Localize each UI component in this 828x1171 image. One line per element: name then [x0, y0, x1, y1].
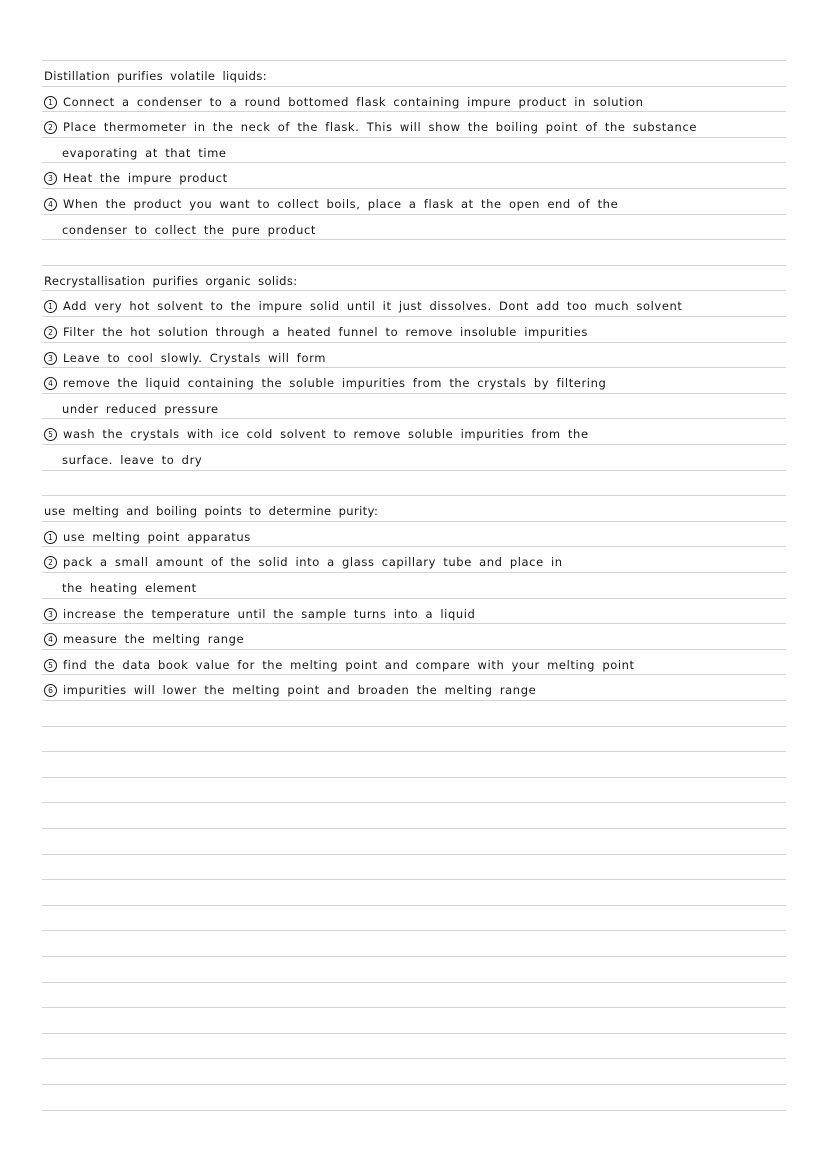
distillation-step-2: 2 Place thermometer in the neck of the flask. This will show the boiling point of the substance	[44, 117, 788, 137]
circled-number-2-icon: 2	[44, 556, 57, 569]
recrystallisation-step-2: 2 Filter the hot solution through a heated funnel to remove insoluble impurities	[44, 322, 788, 342]
recrystallisation-step-4: 4 remove the liquid containing the soluble impurities from the crystals by filtering	[44, 373, 788, 393]
distillation-heading: Distillation purifies volatile liquids:	[44, 69, 267, 83]
ruled-line	[42, 1007, 786, 1008]
ruled-line	[42, 726, 786, 727]
ruled-line	[42, 854, 786, 855]
ruled-line	[42, 879, 786, 880]
ruled-line	[42, 60, 786, 61]
circled-number-1-icon: 1	[44, 96, 57, 109]
circled-number-4-icon: 4	[44, 198, 57, 211]
ruled-line	[42, 905, 786, 906]
ruled-line	[42, 802, 786, 803]
purity-step-1: 1 use melting point apparatus	[44, 527, 788, 547]
ruled-line	[42, 1110, 786, 1111]
ruled-line	[42, 777, 786, 778]
circled-number-2-icon: 2	[44, 326, 57, 339]
circled-number-5-icon: 5	[44, 428, 57, 441]
circled-number-5-icon: 5	[44, 659, 57, 672]
distillation-step-3: 3 Heat the impure product	[44, 168, 788, 188]
distillation-step-2-continued: evaporating at that time	[62, 146, 227, 160]
recrystallisation-step-1: 1 Add very hot solvent to the impure solid until it just dissolves. Dont add too much solvent	[44, 296, 788, 316]
circled-number-1-icon: 1	[44, 531, 57, 544]
circled-number-2-icon: 2	[44, 121, 57, 134]
ruled-line	[42, 956, 786, 957]
recrystallisation-step-5-continued: surface. leave to dry	[62, 453, 203, 467]
recrystallisation-step-4-continued: under reduced pressure	[62, 402, 219, 416]
purity-heading: use melting and boiling points to determine purity:	[44, 504, 379, 518]
purity-step-3: 3 increase the temperature until the sample turns into a liquid	[44, 604, 788, 624]
ruled-line	[42, 495, 786, 496]
purity-step-4: 4 measure the melting range	[44, 629, 788, 649]
ruled-line	[42, 700, 786, 701]
purity-step-2-continued: the heating element	[62, 581, 197, 595]
ruled-line	[42, 828, 786, 829]
ruled-line	[42, 265, 786, 266]
recrystallisation-step-3: 3 Leave to cool slowly. Crystals will form	[44, 348, 788, 368]
circled-number-3-icon: 3	[44, 352, 57, 365]
distillation-step-4-continued: condenser to collect the pure product	[62, 223, 317, 237]
ruled-line	[42, 188, 786, 189]
circled-number-3-icon: 3	[44, 172, 57, 185]
ruled-line	[42, 1058, 786, 1059]
distillation-step-1: 1 Connect a condenser to a round bottomed flask containing impure product in solution	[44, 92, 788, 112]
recrystallisation-heading: Recrystallisation purifies organic solids:	[44, 274, 298, 288]
purity-step-6: 6 impurities will lower the melting point and broaden the melting range	[44, 680, 788, 700]
ruled-line	[42, 751, 786, 752]
circled-number-1-icon: 1	[44, 300, 57, 313]
circled-number-3-icon: 3	[44, 608, 57, 621]
circled-number-4-icon: 4	[44, 633, 57, 646]
ruled-line	[42, 316, 786, 317]
ruled-line	[42, 444, 786, 445]
purity-step-2: 2 pack a small amount of the solid into a glass capillary tube and place in	[44, 552, 788, 572]
recrystallisation-step-5: 5 wash the crystals with ice cold solvent to remove soluble impurities from the	[44, 424, 788, 444]
ruled-line	[42, 1084, 786, 1085]
distillation-step-4: 4 When the product you want to collect boils, place a flask at the open end of the	[44, 194, 788, 214]
ruled-line	[42, 930, 786, 931]
purity-step-5: 5 find the data book value for the melting point and compare with your melting point	[44, 655, 788, 675]
ruled-line	[42, 572, 786, 573]
circled-number-6-icon: 6	[44, 684, 57, 697]
ruled-line	[42, 1033, 786, 1034]
ruled-line	[42, 982, 786, 983]
circled-number-4-icon: 4	[44, 377, 57, 390]
